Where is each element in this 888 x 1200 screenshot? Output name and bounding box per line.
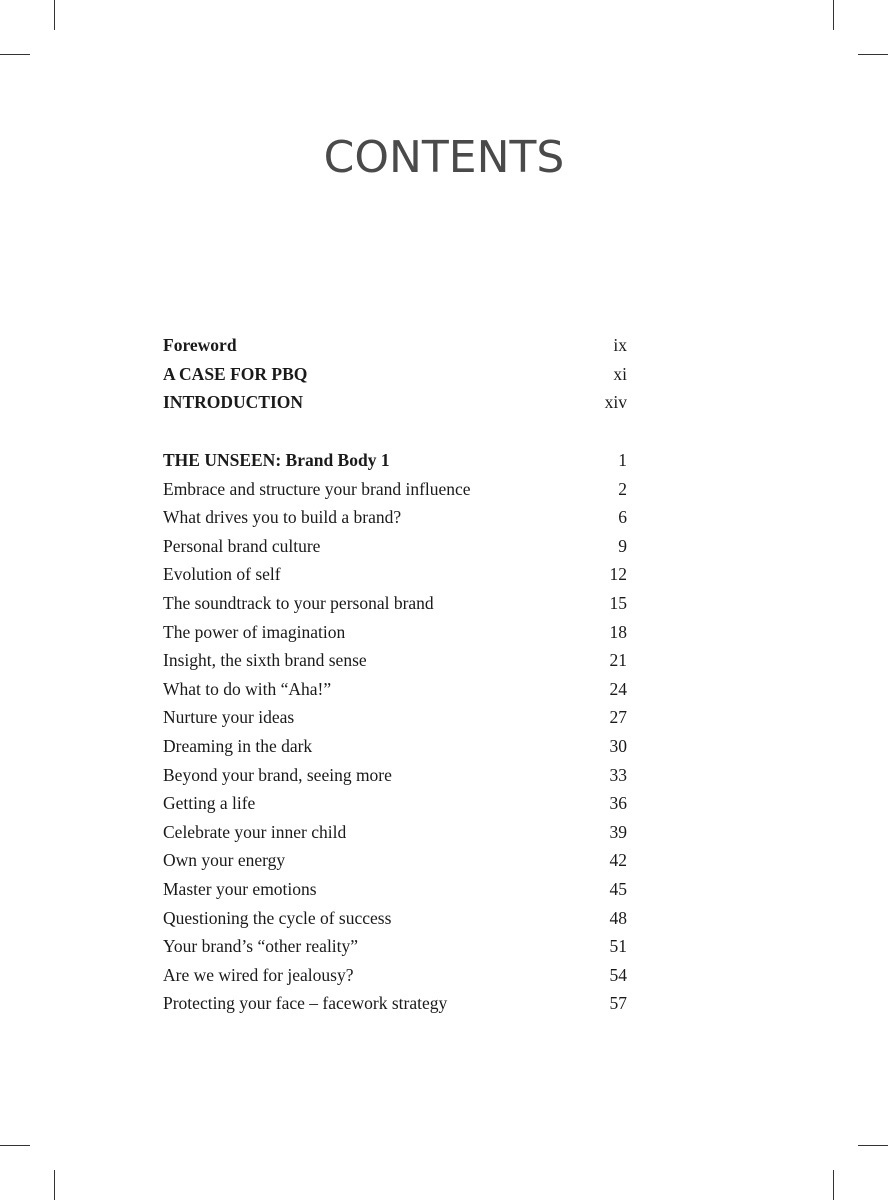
toc-entry-label: Evolution of self xyxy=(163,564,281,585)
toc-entry[interactable] xyxy=(163,331,627,360)
toc-front-matter xyxy=(163,331,627,417)
toc-entry-page: 39 xyxy=(609,821,627,842)
toc-entry-label: Your brand’s “other reality” xyxy=(163,936,359,957)
toc-entry-page: xi xyxy=(613,363,627,384)
crop-mark-bottom-left-horizontal xyxy=(0,1145,30,1146)
toc-entry-label: The power of imagination xyxy=(163,621,346,642)
toc-entry[interactable] xyxy=(163,503,627,532)
toc-entry-label: Insight, the sixth brand sense xyxy=(163,650,367,671)
toc-entry[interactable] xyxy=(163,875,627,904)
toc-entry[interactable] xyxy=(163,703,627,732)
toc-entry-label: Nurture your ideas xyxy=(163,707,295,728)
crop-mark-top-right-horizontal xyxy=(858,54,888,55)
toc-entry-page: 9 xyxy=(618,535,627,556)
toc-entry-page: 27 xyxy=(609,707,627,728)
crop-mark-top-left-horizontal xyxy=(0,54,30,55)
toc-entry[interactable] xyxy=(163,589,627,618)
toc-entry-page: 21 xyxy=(609,650,627,671)
toc-entry-page: xiv xyxy=(604,392,627,413)
toc-entry-page: ix xyxy=(613,335,627,355)
toc-section-the-unseen xyxy=(163,446,627,1018)
toc-entry-label: Master your emotions xyxy=(163,878,317,899)
crop-mark-top-right-vertical xyxy=(833,0,834,30)
toc-entry-label: THE UNSEEN: Brand Body 1 xyxy=(163,450,390,470)
toc-entry-label: The soundtrack to your personal brand xyxy=(163,592,434,613)
toc-entry[interactable] xyxy=(163,818,627,847)
toc-entry[interactable] xyxy=(163,904,627,933)
toc-entry-label: Foreword xyxy=(163,335,237,355)
toc-entry-page: 33 xyxy=(609,764,627,785)
toc-entry-label: Are we wired for jealousy? xyxy=(163,964,354,985)
toc-entry-page: 54 xyxy=(609,964,627,985)
toc-entry-label: Personal brand culture xyxy=(163,535,321,556)
toc-entry-page: 2 xyxy=(618,478,627,499)
toc-entry-page: 57 xyxy=(609,993,627,1014)
toc-entry-label: INTRODUCTION xyxy=(163,392,304,413)
toc-entry-page: 6 xyxy=(618,507,627,528)
toc-entry-label: Dreaming in the dark xyxy=(163,735,313,756)
toc-entry-label: Own your energy xyxy=(163,850,286,871)
toc-entry[interactable] xyxy=(163,560,627,589)
toc-entry-page: 51 xyxy=(609,936,627,957)
toc-entry[interactable] xyxy=(163,388,627,417)
toc-entry[interactable] xyxy=(163,618,627,647)
toc-entry[interactable] xyxy=(163,932,627,961)
toc-entry-page: 36 xyxy=(609,793,627,814)
toc-entry-label: What drives you to build a brand? xyxy=(163,507,402,528)
toc-entry-page: 1 xyxy=(618,450,627,470)
toc-entry[interactable] xyxy=(163,646,627,675)
toc-entry[interactable] xyxy=(163,732,627,761)
toc-entry-label: A CASE FOR PBQ xyxy=(163,363,308,384)
crop-mark-bottom-left-vertical xyxy=(54,1170,55,1200)
crop-mark-bottom-right-horizontal xyxy=(858,1145,888,1146)
toc-entry-label: Questioning the cycle of success xyxy=(163,907,392,928)
toc-entry[interactable] xyxy=(163,961,627,990)
toc-entry[interactable] xyxy=(163,360,627,389)
toc-entry-label: Getting a life xyxy=(163,793,256,814)
toc-entry-page: 12 xyxy=(609,564,627,585)
toc-section-heading[interactable] xyxy=(163,446,627,475)
toc-entry-page: 48 xyxy=(609,907,627,928)
toc-entry[interactable] xyxy=(163,989,627,1018)
toc-entry-label: Celebrate your inner child xyxy=(163,821,347,842)
toc-entry-label: Beyond your brand, seeing more xyxy=(163,764,392,785)
crop-mark-top-left-vertical xyxy=(54,0,55,30)
toc-entry[interactable] xyxy=(163,789,627,818)
toc-entry[interactable] xyxy=(163,846,627,875)
toc-entry-page: 45 xyxy=(609,878,627,899)
toc-entry-page: 24 xyxy=(609,678,627,699)
toc-entry[interactable] xyxy=(163,675,627,704)
page-title: CONTENTS xyxy=(323,132,565,183)
toc-entry-page: 18 xyxy=(609,621,627,642)
toc-entry[interactable] xyxy=(163,761,627,790)
toc-entry-label: Protecting your face – facework strategy xyxy=(163,993,448,1014)
toc-entry[interactable] xyxy=(163,532,627,561)
toc-entry-page: 15 xyxy=(609,592,627,613)
toc-entry[interactable] xyxy=(163,475,627,504)
toc-entry-label: What to do with “Aha!” xyxy=(163,678,332,699)
toc-entry-page: 42 xyxy=(609,850,627,871)
toc-entry-page: 30 xyxy=(609,735,627,756)
crop-mark-bottom-right-vertical xyxy=(833,1170,834,1200)
toc-entry-label: Embrace and structure your brand influence xyxy=(163,478,471,499)
